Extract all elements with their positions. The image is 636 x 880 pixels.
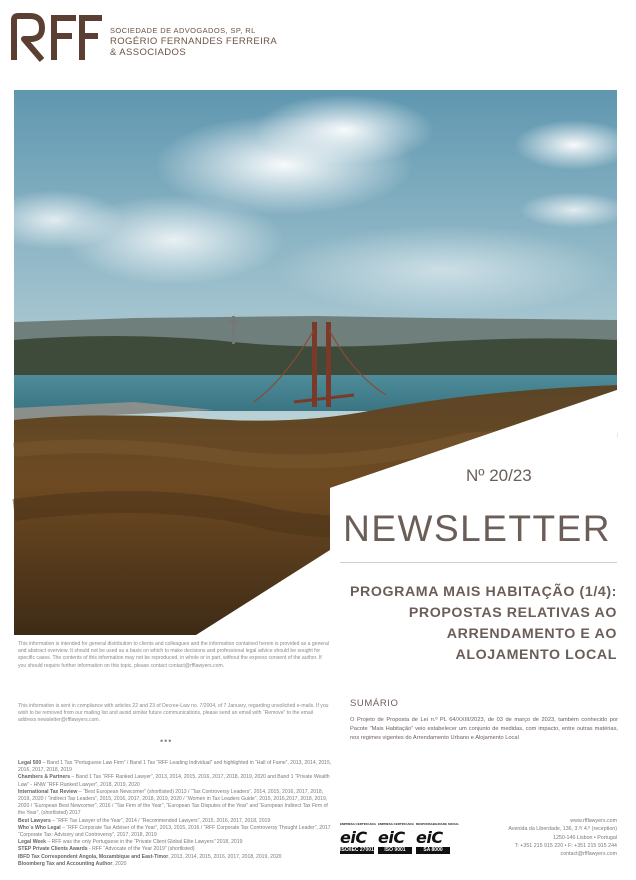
firm-line-1: SOCIEDADE DE ADVOGADOS, SP, RL [110, 26, 256, 35]
award-detail: – “RFF Corporate Tax Adviser of the Year”, 2013, 2015, 2016 / “RFF Corporate Tax Controversy Thought Leader”, 2017 “Corporate Tax: Advisory and Controversy”, 2017, 2018, 2019 [18, 824, 331, 839]
award-source: Bloomberg Tax and Accounting Author [18, 860, 113, 867]
cert-mark: eiC [378, 828, 405, 847]
award-detail: , 2013, 2014, 2015, 2016, 2017, 2018, 2019, 2020 [168, 853, 282, 860]
separator-dots: ••• [160, 736, 173, 746]
award-source: IBFD Tax Correspondent Angola, Mozambique and East-Timor [18, 853, 169, 860]
award-source: Best Lawyers [18, 817, 51, 824]
address-line-2: 1250-146 Lisbon • Portugal [553, 834, 617, 841]
award-source: STEP Private Clients Awards [18, 846, 88, 853]
subtitle-line: ALOJAMENTO LOCAL [455, 647, 617, 663]
award-source: Who´s Who Legal [18, 824, 61, 831]
contact-block [430, 817, 617, 858]
cert-iso9001-logo [378, 823, 414, 863]
summary-text: O Projeto de Proposta de Lei n.º PL 64/XXIII/2023, de 03 de março de 2023, também conhecido por Pacote “Mais Habitação” veio estabelecer um conjunto de medidas, com impacto, entre outras matérias, nos regimes vigentes do Arrendamento Urbano e Alojamento Local [350, 717, 618, 742]
award-item [18, 818, 336, 825]
award-item [18, 789, 336, 818]
firm-name-block [110, 25, 277, 58]
award-detail: – Band 1 Tax “Portuguese Law Firm” / Band 1 Tax “RFF Leading Individual” and highlighted in “Hall of Fame”, 2013, 2014, 2015, 2016, 2017, 2018, 2019 [18, 760, 332, 774]
award-source: International Tax Review [18, 788, 78, 795]
cert-mark: eiC [416, 828, 443, 847]
cert-caption: EMPRESA CERTIFICADA [340, 822, 376, 826]
award-detail: , 2020 [112, 860, 127, 867]
email-link[interactable]: contact@rfflawyers.com [560, 851, 617, 858]
cert-mark: eiC [340, 828, 367, 847]
website-link[interactable]: www.rfflawyers.com [570, 818, 617, 824]
issue-number: Nº 20/23 [466, 466, 532, 485]
award-item [18, 846, 336, 853]
award-item [18, 760, 336, 774]
subtitle-line: ARRENDAMENTO E AO [446, 626, 617, 642]
award-detail: - RFF “Advocate of the Year 2019” (shortlisted) [87, 846, 195, 853]
newsletter-title: NEWSLETTER [343, 508, 611, 549]
cert-iso27001-logo [340, 823, 376, 863]
award-item [18, 839, 336, 846]
award-source: Legal 500 [18, 760, 42, 766]
award-detail: – Band 1 Tax “RFF Ranked Lawyer”, 2013, 2014, 2015, 2016, 2017, 2018, 2019, 2020 and Band 1 “Private Wealth Law” - HNW “RFF Ranked Lawyer”, 2018, 2019, 2020 [18, 774, 330, 788]
award-detail: – “RFF Tax Lawyer of the Year”, 2014 / “Recommended Lawyers”, 2015, 2016, 2017, 2018, 2019 [50, 817, 271, 824]
award-item [18, 825, 336, 839]
award-item [18, 854, 336, 861]
award-source: Legal Week [18, 839, 46, 846]
firm-line-3: & ASSOCIADOS [110, 47, 187, 58]
cert-caption: EMPRESA CERTIFICADA [378, 822, 414, 826]
award-item [18, 774, 336, 788]
subtitle-line: PROPOSTAS RELATIVAS AO [408, 605, 617, 621]
awards-list [18, 760, 336, 868]
cert-standard: ISO 9001 [378, 847, 412, 854]
disclaimer-general: This information is intended for general distribution to clients and colleagues and the information contained herein is provided as a general and abstract overview. It should not be used as a basis on which to make decisions and professional legal advice should be sought for specific cases. The contents of this information may not be reproduced, in whole or in part, without the express consent of the author. If you should require further information on this topic, please contact contact@rfflawyers.com. [18, 641, 329, 669]
cert-standard: ISO/IEC 27001 [340, 847, 374, 853]
summary-heading: SUMÁRIO [350, 698, 399, 709]
title-divider [340, 562, 617, 563]
newsletter-subtitle [300, 582, 617, 666]
rff-logo [12, 12, 104, 62]
award-item [18, 861, 336, 868]
phone-fax: T: +351 215 915 220 • F: +351 215 915 244 [514, 842, 617, 849]
subtitle-line: PROGRAMA MAIS HABITAÇÃO (1/4): [349, 584, 617, 600]
cert-caption: RESPONSABILIDADE SOCIAL [416, 822, 460, 826]
award-source: Chambers & Partners [18, 774, 71, 781]
disclaimer-email: This information is sent in compliance with articles 22 and 23 of Decree-Law no. 7/2004, of 7 January, regarding unsolicited e-mails. If you wish to be removed from our mailing list and avoid similar future communications, please send an email with “Remove” to the email address newsletter@rfflawyers.com. [18, 703, 329, 724]
address-line-1: Avenida da Liberdade, 136, 3.º/ 4.º (reception) [508, 826, 617, 833]
firm-line-2: ROGÉRIO FERNANDES FERREIRA [110, 36, 278, 47]
award-detail: – “Best European Newcomer” (shortlisted) 2013 / “Tax Controversy Leaders”, 2014, 2015, 2016, 2017, 2018, 2019, 2020 / “Indirect Tax Leaders”, 2015, 2016, 2017, 2018, 2019, 2020 / “Women in Tax Leaders Guide”, 2015, 2016,2017, 2018, 2019, 2020 / “European Best Newcomer”, 2016 / “Tax Firm of the Year”, “European Tax Disputes of the Year” and “European Indirect Tax Firm of the Year”, (shortlisted) 2017 [18, 788, 328, 817]
cert-standard: SA 8000 [416, 847, 450, 854]
hero-photo [14, 90, 617, 635]
award-detail: – RFF was the only Portuguese in the “Private Client Global Elite Lawyers” 2018, 2019 [45, 839, 243, 846]
